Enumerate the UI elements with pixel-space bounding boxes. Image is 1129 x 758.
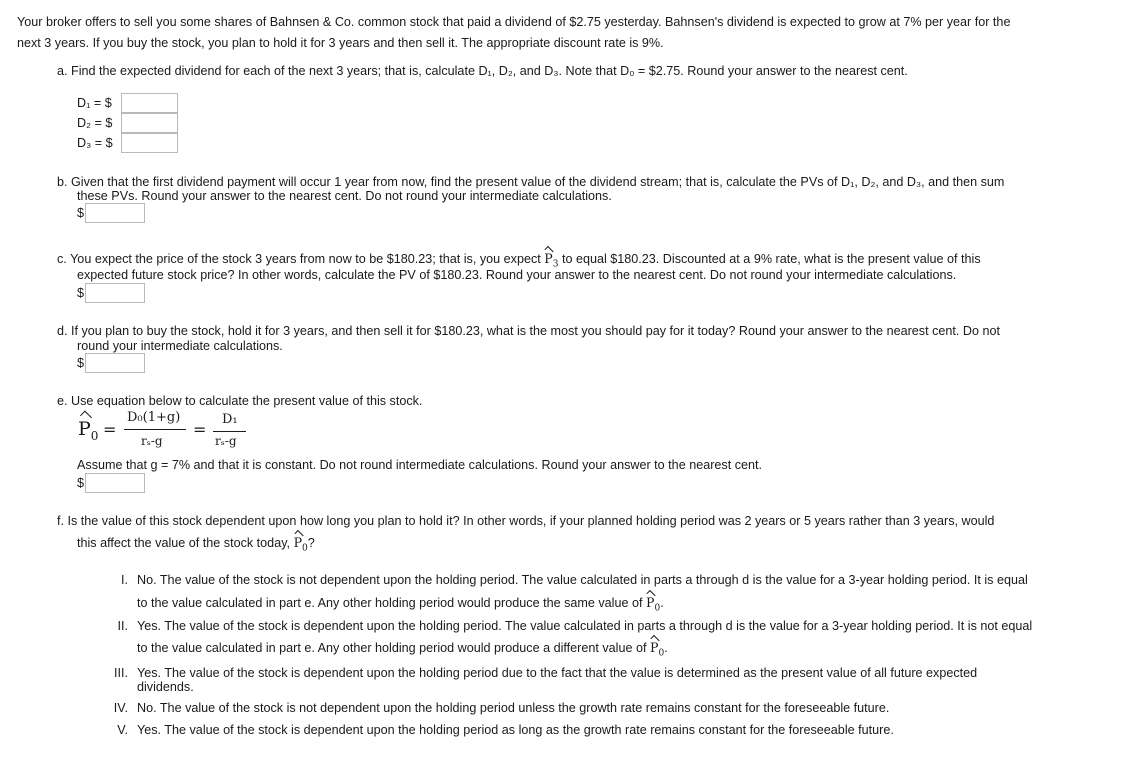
part-f-question-line-1: f. Is the value of this stock dependent upon how long you plan to hold it? In other words, if your planned holding period was 2 years or 5 years rather than 3 years, would — [57, 514, 995, 528]
p0-symbol: $P_0$ — [645, 595, 661, 614]
d2-label: D₂ = $ — [77, 116, 113, 130]
p0-symbol: $P_0$ — [78, 418, 99, 443]
intro-line-1: Your broker offers to sell you some shares of Bahnsen & Co. common stock that paid a dividend of $2.75 yesterday. Bahnsen's dividend is expected to grow at 7% per year for the — [17, 15, 1011, 29]
part-d-input[interactable] — [85, 353, 145, 373]
equals-sign-2: = — [193, 420, 207, 439]
part-e-currency: $ — [77, 476, 85, 490]
numerator-2: D₁ — [222, 412, 238, 427]
part-d-currency: $ — [77, 356, 85, 370]
d3-label: D₃ = $ — [77, 136, 113, 150]
part-a-question: a. Find the expected dividend for each of the next 3 years; that is, calculate D₁, D₂, and D₃. Note that D₀ = $2.75. Round your answer to the nearest cent. — [57, 64, 908, 78]
d1-label: D₁ = $ — [77, 96, 112, 110]
option-text-line-1: Yes. The value of the stock is dependent upon the holding period as long as the growth rate remains constant for the foreseeable future. — [137, 723, 894, 737]
option-text-line-2: dividends. — [137, 680, 194, 694]
numerator-1: D₀(1+g) — [127, 410, 181, 425]
part-c-input[interactable] — [85, 283, 145, 303]
option-text-line-1: No. The value of the stock is not dependent upon the holding period. The value calculated in parts a through d is the value for a 3-year holding period. It is equal — [137, 573, 1028, 587]
d2-input[interactable] — [121, 113, 178, 133]
d3-input[interactable] — [121, 133, 178, 153]
part-b-input[interactable] — [85, 203, 145, 223]
part-e-assumption: Assume that g = 7% and that it is constant. Do not round intermediate calculations. Round your answer to the nearest cent. — [77, 458, 763, 472]
part-c-currency: $ — [77, 286, 85, 300]
equals-sign-1: = — [103, 420, 117, 439]
part-e-input[interactable] — [85, 473, 145, 493]
option-text-line-1: No. The value of the stock is not dependent upon the holding period unless the growth rate remains constant for the foreseeable future. — [137, 701, 890, 715]
part-b-question-line-1: b. Given that the first dividend payment will occur 1 year from now, find the present value of the dividend stream; that is, calculate the PVs of D₁, D₂, and D₃, and then sum — [57, 175, 1005, 189]
part-c-question-line-1 — [57, 251, 981, 270]
part-b-currency: $ — [77, 206, 85, 220]
part-c-text-post: to equal $180.23. Discounted at a 9% rate, what is the present value of this — [558, 252, 981, 266]
option-numeral: IV. — [113, 701, 128, 715]
part-f-question-line-2: this affect the value of the stock today, $P_0$? — [77, 535, 315, 554]
fraction-bar-1 — [124, 429, 186, 430]
option-numeral: III. — [114, 666, 128, 680]
part-e-question: e. Use equation below to calculate the present value of this stock. — [57, 394, 423, 408]
part-d-question-line-2: round your intermediate calculations. — [77, 339, 283, 353]
p3-symbol: $P_3$ — [544, 251, 559, 270]
part-b-question-line-2: these PVs. Round your answer to the nearest cent. Do not round your intermediate calculations. — [77, 189, 612, 203]
d1-input[interactable] — [121, 93, 178, 113]
part-c-question-line-2: expected future stock price? In other words, calculate the PV of $180.23. Round your answer to the nearest cent. Do not round your intermediate calculations. — [77, 268, 957, 282]
denominator-2: rₛ-g — [215, 434, 237, 448]
fraction-bar-2 — [213, 431, 246, 432]
intro-line-2: next 3 years. If you buy the stock, you plan to hold it for 3 years and then sell it. The appropriate discount rate is 9%. — [17, 36, 664, 50]
option-numeral: II. — [117, 619, 128, 633]
option-text-line-1: Yes. The value of the stock is dependent upon the holding period due to the fact that the value is determined as the present value of all future expected — [137, 666, 978, 680]
p0-symbol: $P_0$ — [293, 535, 308, 554]
part-c-text-pre: c. You expect the price of the stock 3 years from now to be $180.23; that is, you expect — [57, 252, 545, 266]
option-text-line-1: Yes. The value of the stock is dependent upon the holding period. The value calculated in parts a through d is the value for a 3-year holding period. It is not equal — [137, 619, 1033, 633]
option-numeral: I. — [121, 573, 128, 587]
part-d-question-line-1: d. If you plan to buy the stock, hold it for 3 years, and then sell it for $180.23, what is the most you should pay for it today? Round your answer to the nearest cent. Do not — [57, 324, 1000, 338]
p0-symbol: $P_0$ — [649, 640, 665, 659]
option-text-line-2: to the value calculated in part e. Any other holding period would produce the same value of $P_0$. — [137, 595, 664, 614]
option-numeral: V. — [117, 723, 128, 737]
denominator-1: rₛ-g — [141, 434, 163, 448]
option-text-line-2: to the value calculated in part e. Any other holding period would produce a different value of $P_0$. — [137, 640, 668, 659]
